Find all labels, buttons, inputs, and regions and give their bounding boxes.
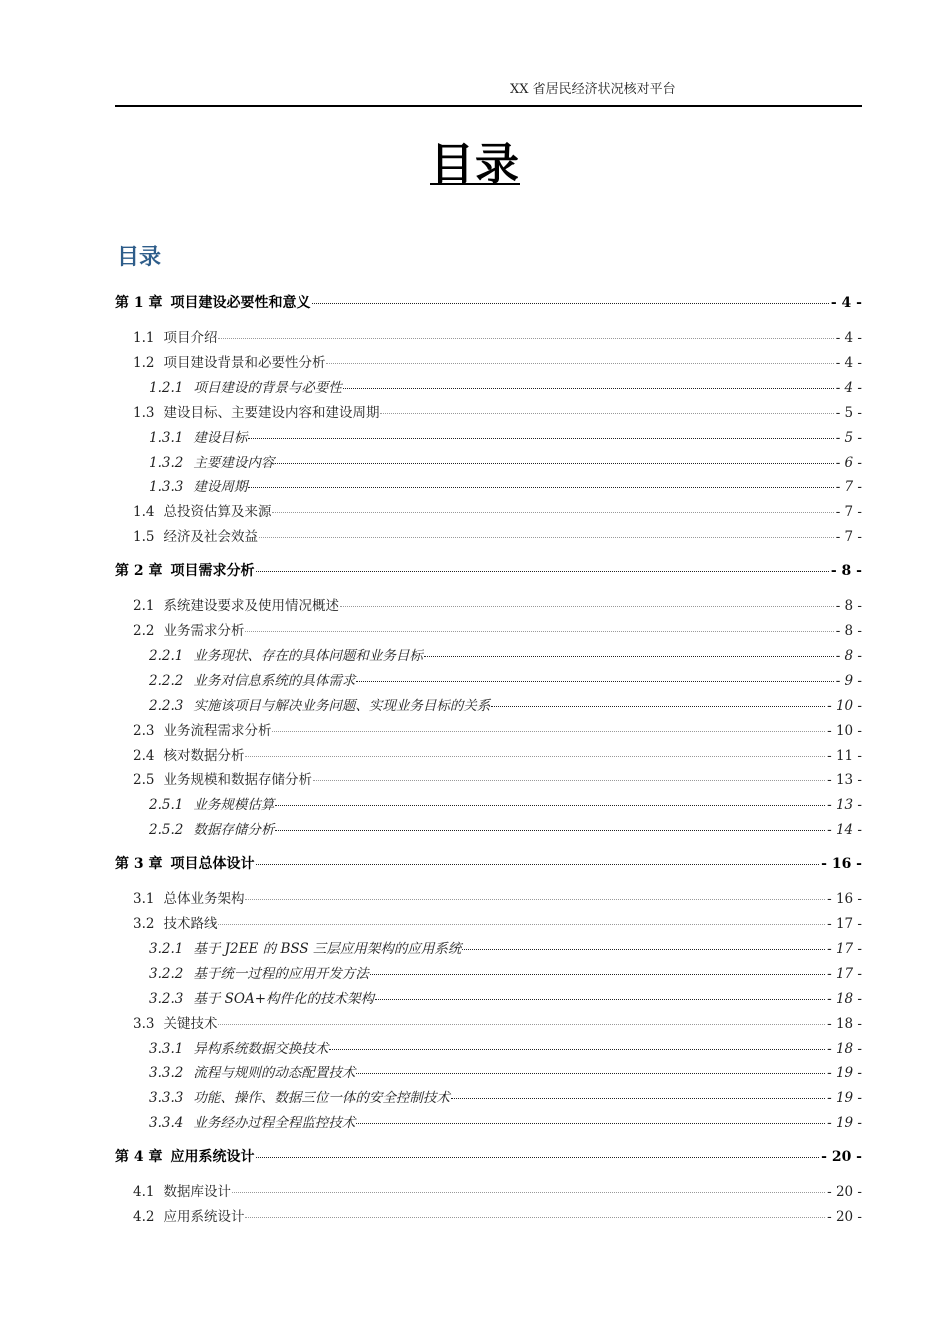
toc-entry[interactable]: [115, 1012, 862, 1032]
toc-entry-title: 应用系统设计: [170, 1149, 255, 1166]
toc-dot-leader: [313, 780, 825, 781]
toc-entry-number: 2.2.2: [149, 672, 184, 689]
toc-entry-number: 3.3.1: [149, 1040, 184, 1057]
toc-entry-title: 项目总体设计: [170, 856, 255, 873]
toc-dot-leader: [232, 1192, 825, 1193]
toc-entry-number: 4.2: [133, 1209, 155, 1225]
toc-entry-title: 业务现状、存在的具体问题和业务目标: [193, 647, 423, 664]
toc-entry-page: - 20 -: [827, 1184, 862, 1201]
toc-entry-number: 3.2: [133, 916, 155, 932]
toc-entry-number: 2.2.3: [149, 697, 184, 714]
toc-chapter-entry[interactable]: [115, 292, 862, 312]
toc-entry-number: 第 1 章: [115, 295, 163, 311]
toc-entry[interactable]: [115, 376, 862, 396]
toc-entry-page: - 8 -: [835, 647, 862, 664]
toc-dot-leader: [375, 999, 825, 1000]
toc-entry-page: - 17 -: [827, 916, 862, 932]
toc-heading: 目录: [117, 245, 162, 270]
toc-entry-number: 2.2: [133, 623, 155, 639]
toc-entry-page: - 7 -: [835, 479, 862, 496]
toc-entry-title: 基于 SOA+构件化的技术架构: [193, 990, 375, 1007]
toc-entry[interactable]: [115, 1061, 862, 1081]
toc-dot-leader: [340, 606, 834, 607]
toc-entry-page: - 16 -: [821, 856, 862, 873]
toc-dot-leader: [256, 1157, 820, 1158]
toc-chapter-entry[interactable]: [115, 853, 862, 873]
toc-entry-page: - 9 -: [835, 672, 862, 689]
toc-entry-number: 2.1: [133, 598, 155, 615]
toc-entry-page: - 20 -: [827, 1209, 862, 1225]
toc-entry-title: 数据库设计: [163, 1184, 231, 1201]
toc-entry-title: 总投资估算及来源: [163, 504, 272, 521]
toc-entry[interactable]: [115, 793, 862, 813]
toc-entry-title: 业务经办过程全程监控技术: [193, 1115, 356, 1132]
toc-entry[interactable]: [115, 818, 862, 838]
toc-entry-number: 1.3.1: [149, 429, 184, 446]
toc-dot-leader: [329, 1049, 825, 1050]
toc-entry-title: 建设目标、主要建设内容和建设周期: [163, 404, 380, 421]
toc-dot-leader: [256, 571, 829, 572]
toc-entry-page: - 5 -: [835, 404, 862, 421]
toc-entry-page: - 19 -: [827, 1115, 862, 1132]
toc-entry[interactable]: [115, 1205, 862, 1225]
toc-entry[interactable]: [115, 1111, 862, 1131]
toc-entry[interactable]: [115, 525, 862, 545]
toc-chapter-entry[interactable]: [115, 1146, 862, 1166]
toc-dot-leader: [259, 537, 834, 538]
toc-dot-leader: [275, 830, 825, 831]
toc-entry[interactable]: [115, 1180, 862, 1200]
toc-entry[interactable]: [115, 669, 862, 689]
toc-entry-number: 2.5.1: [149, 797, 184, 814]
toc-entry-number: 第 4 章: [115, 1149, 163, 1166]
toc-dot-leader: [256, 864, 820, 865]
toc-entry-page: - 19 -: [827, 1090, 862, 1107]
toc-entry-page: - 13 -: [827, 797, 862, 814]
toc-entry-page: - 10 -: [827, 697, 862, 714]
toc-dot-leader: [218, 1024, 825, 1025]
toc-entry-page: - 14 -: [827, 822, 862, 839]
toc-dot-leader: [245, 1217, 825, 1218]
toc-dot-leader: [245, 899, 825, 900]
toc-entry-title: 流程与规则的动态配置技术: [193, 1065, 356, 1082]
toc-entry-page: - 10 -: [827, 722, 862, 739]
toc-entry-number: 1.2.1: [149, 379, 184, 396]
toc-entry-title: 总体业务架构: [163, 891, 245, 908]
page-header: [115, 78, 862, 98]
toc-entry-title: 业务流程需求分析: [163, 722, 272, 739]
toc-entry-title: 项目建设的背景与必要性: [193, 379, 342, 396]
toc-entry-title: 建设周期: [193, 479, 248, 496]
toc-entry-title: 关键技术: [163, 1015, 218, 1032]
toc-entry[interactable]: [115, 500, 862, 520]
toc-entry[interactable]: [115, 426, 862, 446]
toc-entry[interactable]: [115, 644, 862, 664]
toc-entry-title: 实施该项目与解决业务问题、实现业务目标的关系: [193, 697, 491, 714]
toc-dot-leader: [462, 949, 825, 950]
toc-entry-number: 1.3.2: [149, 454, 184, 471]
toc-entry-page: - 17 -: [827, 940, 862, 957]
toc-entry-page: - 6 -: [835, 454, 862, 471]
toc-entry-title: 项目建设必要性和意义: [170, 295, 311, 311]
toc-entry[interactable]: [115, 962, 862, 982]
toc-entry-number: 3.3.3: [149, 1090, 184, 1107]
toc-entry-number: 3.3: [133, 1015, 155, 1032]
toc-entry-title: 数据存储分析: [193, 822, 275, 839]
toc-entry-title: 基于统一过程的应用开发方法: [193, 965, 369, 982]
toc-entry-number: 2.4: [133, 747, 155, 764]
toc-dot-leader: [356, 1123, 825, 1124]
toc-entry[interactable]: [115, 594, 862, 614]
toc-entry-title: 主要建设内容: [193, 454, 275, 471]
toc-entry-page: - 4 -: [830, 295, 862, 311]
toc-entry-number: 3.3.4: [149, 1115, 184, 1132]
toc-entry[interactable]: [115, 475, 862, 495]
toc-dot-leader: [245, 756, 825, 757]
toc-entry-page: - 8 -: [835, 598, 862, 615]
toc-entry-number: 3.2.3: [149, 990, 184, 1007]
toc-dot-leader: [248, 487, 833, 488]
header-divider: [115, 105, 862, 107]
toc-entry[interactable]: [115, 451, 862, 471]
toc-entry[interactable]: [115, 912, 862, 932]
toc-entry-title: 项目建设背景和必要性分析: [163, 354, 326, 371]
toc-entry[interactable]: [115, 719, 862, 739]
toc-dot-leader: [272, 512, 833, 513]
toc-entry-page: - 20 -: [821, 1149, 862, 1166]
toc-entry[interactable]: [115, 326, 862, 346]
toc-entry-page: - 11 -: [827, 747, 862, 764]
toc-entry-title: 业务规模估算: [193, 797, 275, 814]
toc-entry[interactable]: [115, 744, 862, 764]
toc-dot-leader: [275, 463, 833, 464]
toc-entry-page: - 4 -: [835, 354, 862, 371]
toc-entry[interactable]: [115, 1086, 862, 1106]
toc-dot-leader: [326, 363, 833, 364]
toc-dot-leader: [218, 338, 833, 339]
toc-dot-leader: [245, 631, 833, 632]
toc-entry-page: - 8 -: [830, 563, 862, 580]
toc-dot-leader: [370, 974, 825, 975]
toc-entry-title: 项目需求分析: [170, 563, 255, 580]
toc-entry-number: 2.5.2: [149, 822, 184, 839]
toc-entry[interactable]: [115, 1037, 862, 1057]
toc-entry-number: 第 2 章: [115, 563, 163, 580]
toc-entry-number: 1.3.3: [149, 479, 184, 496]
toc-chapter-entry[interactable]: [115, 560, 862, 580]
toc-entry-title: 技术路线: [163, 916, 218, 932]
toc-entry-number: 3.1: [133, 891, 155, 908]
toc-entry[interactable]: [115, 887, 862, 907]
toc-dot-leader: [218, 924, 825, 925]
toc-entry-page: - 17 -: [827, 965, 862, 982]
toc-entry-page: - 5 -: [835, 429, 862, 446]
toc-entry-page: - 19 -: [827, 1065, 862, 1082]
toc-dot-leader: [424, 656, 834, 657]
toc-dot-leader: [356, 681, 833, 682]
toc-entry[interactable]: [115, 937, 862, 957]
toc-entry-number: 3.2.1: [149, 940, 184, 957]
toc-entry-page: - 4 -: [835, 379, 862, 396]
toc-entry[interactable]: [115, 619, 862, 639]
toc-dot-leader: [275, 805, 825, 806]
toc-entry-number: 1.4: [133, 504, 155, 521]
toc-entry-page: - 18 -: [827, 990, 862, 1007]
toc-entry-title: 业务需求分析: [163, 623, 245, 639]
toc-entry-title: 异构系统数据交换技术: [193, 1040, 329, 1057]
toc-entry-number: 1.1: [133, 330, 155, 346]
toc-dot-leader: [380, 413, 833, 414]
toc-entry-number: 1.5: [133, 529, 155, 546]
toc-entry-page: - 18 -: [827, 1040, 862, 1057]
toc-entry-page: - 8 -: [835, 623, 862, 639]
toc-entry-number: 3.3.2: [149, 1065, 184, 1082]
header-text: XX 省居民经济状况核对平台: [510, 82, 676, 97]
toc-entry-title: 建设目标: [193, 429, 248, 446]
document-title: 目录: [430, 139, 520, 190]
toc-entry-number: 1.2: [133, 354, 155, 371]
toc-dot-leader: [312, 303, 829, 304]
toc-entry-number: 2.2.1: [149, 647, 184, 664]
toc-dot-leader: [272, 731, 825, 732]
toc-entry-title: 应用系统设计: [163, 1209, 245, 1225]
toc-entry-number: 3.2.2: [149, 965, 184, 982]
toc-entry-title: 业务规模和数据存储分析: [163, 772, 312, 789]
toc-entry-number: 4.1: [133, 1184, 155, 1201]
toc-dot-leader: [451, 1098, 825, 1099]
toc-entry-page: - 13 -: [827, 772, 862, 789]
toc-entry-title: 功能、操作、数据三位一体的安全控制技术: [193, 1090, 450, 1107]
toc-entry[interactable]: [115, 401, 862, 421]
toc-entry-page: - 18 -: [827, 1015, 862, 1032]
toc-dot-leader: [248, 438, 833, 439]
toc-entry-title: 系统建设要求及使用情况概述: [163, 598, 339, 615]
toc-entry-number: 1.3: [133, 404, 155, 421]
toc-entry-title: 经济及社会效益: [163, 529, 258, 546]
toc-dot-leader: [491, 706, 825, 707]
toc-entry[interactable]: [115, 987, 862, 1007]
toc-entry-number: 2.5: [133, 772, 155, 789]
toc-entry-page: - 7 -: [835, 529, 862, 546]
toc-entry[interactable]: [115, 351, 862, 371]
toc-entry[interactable]: [115, 694, 862, 714]
toc-entry-number: 2.3: [133, 722, 155, 739]
toc-entry-page: - 4 -: [835, 330, 862, 346]
toc-entry[interactable]: [115, 768, 862, 788]
toc-entry-number: 第 3 章: [115, 856, 163, 873]
toc-entry-title: 项目介绍: [163, 330, 218, 346]
toc-entry-title: 核对数据分析: [163, 747, 245, 764]
toc-entry-title: 基于 J2EE 的 BSS 三层应用架构的应用系统: [193, 940, 462, 957]
toc-dot-leader: [343, 388, 834, 389]
toc-entry-page: - 16 -: [827, 891, 862, 908]
toc-dot-leader: [356, 1073, 825, 1074]
toc-entry-page: - 7 -: [835, 504, 862, 521]
toc-entry-title: 业务对信息系统的具体需求: [193, 672, 356, 689]
